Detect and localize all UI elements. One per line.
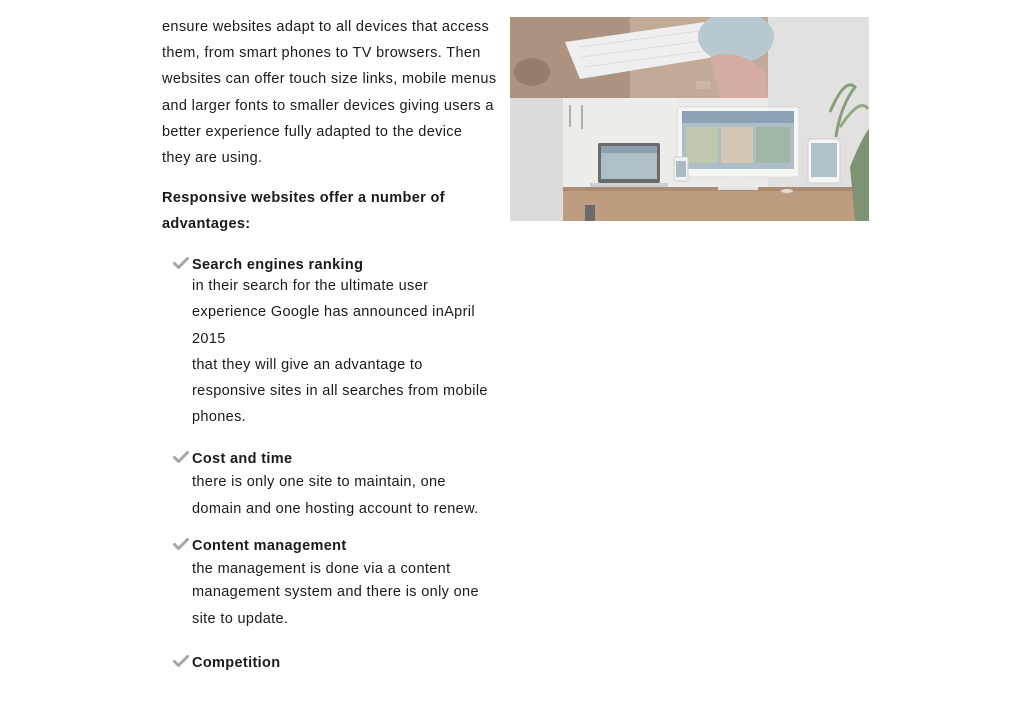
intro-line: websites can offer touch size links, mobile menus bbox=[162, 71, 497, 88]
description-line: domain and one hosting account to renew. bbox=[192, 500, 479, 517]
article-text-column bbox=[162, 14, 507, 673]
list-item bbox=[162, 255, 507, 430]
intro-line: ensure websites adapt to all devices that access bbox=[162, 19, 490, 35]
description-line: site to update. bbox=[192, 610, 289, 627]
advantage-description bbox=[192, 558, 507, 634]
advantages-list bbox=[162, 255, 507, 673]
intro-line: them, from smart phones to TV browsers. Then bbox=[162, 45, 481, 62]
list-item bbox=[162, 653, 507, 673]
description-line: 2015 bbox=[192, 330, 226, 347]
advantage-title: Search engines ranking bbox=[192, 257, 364, 274]
intro-line: they are using. bbox=[162, 150, 263, 167]
description-line: responsive sites in all searches from mobile bbox=[192, 383, 488, 400]
advantages-heading-line: advantages: bbox=[162, 216, 251, 233]
checkmark-icon bbox=[173, 537, 189, 551]
advantage-description bbox=[192, 352, 507, 431]
checkmark-icon bbox=[173, 450, 189, 464]
description-line: management system and there is only one bbox=[192, 584, 479, 601]
advantages-heading bbox=[162, 185, 507, 237]
advantage-title: Cost and time bbox=[192, 451, 293, 468]
description-line: in their search for the ultimate user bbox=[192, 278, 429, 295]
list-item bbox=[162, 536, 507, 634]
description-line: that they will give an advantage to bbox=[192, 356, 423, 373]
checkmark-icon bbox=[173, 654, 189, 668]
image-fade-overlay bbox=[510, 17, 869, 221]
description-line: experience Google has announced inApril bbox=[192, 304, 475, 321]
responsive-devices-image bbox=[510, 17, 869, 221]
advantages-heading-line: Responsive websites offer a number of bbox=[162, 190, 445, 207]
intro-line: better experience fully adapted to the device bbox=[162, 123, 463, 140]
advantage-description bbox=[192, 469, 507, 521]
intro-paragraph bbox=[162, 14, 507, 171]
list-item bbox=[162, 449, 507, 521]
intro-line: and larger fonts to smaller devices giving users a bbox=[162, 97, 494, 114]
checkmark-icon bbox=[173, 256, 189, 270]
description-line: the management is done via a content bbox=[192, 560, 451, 577]
advantage-title: Content management bbox=[192, 537, 347, 554]
description-line: phones. bbox=[192, 409, 247, 426]
advantage-title: Competition bbox=[192, 654, 281, 671]
description-line: there is only one site to maintain, one bbox=[192, 474, 446, 491]
advantage-description bbox=[192, 273, 507, 352]
